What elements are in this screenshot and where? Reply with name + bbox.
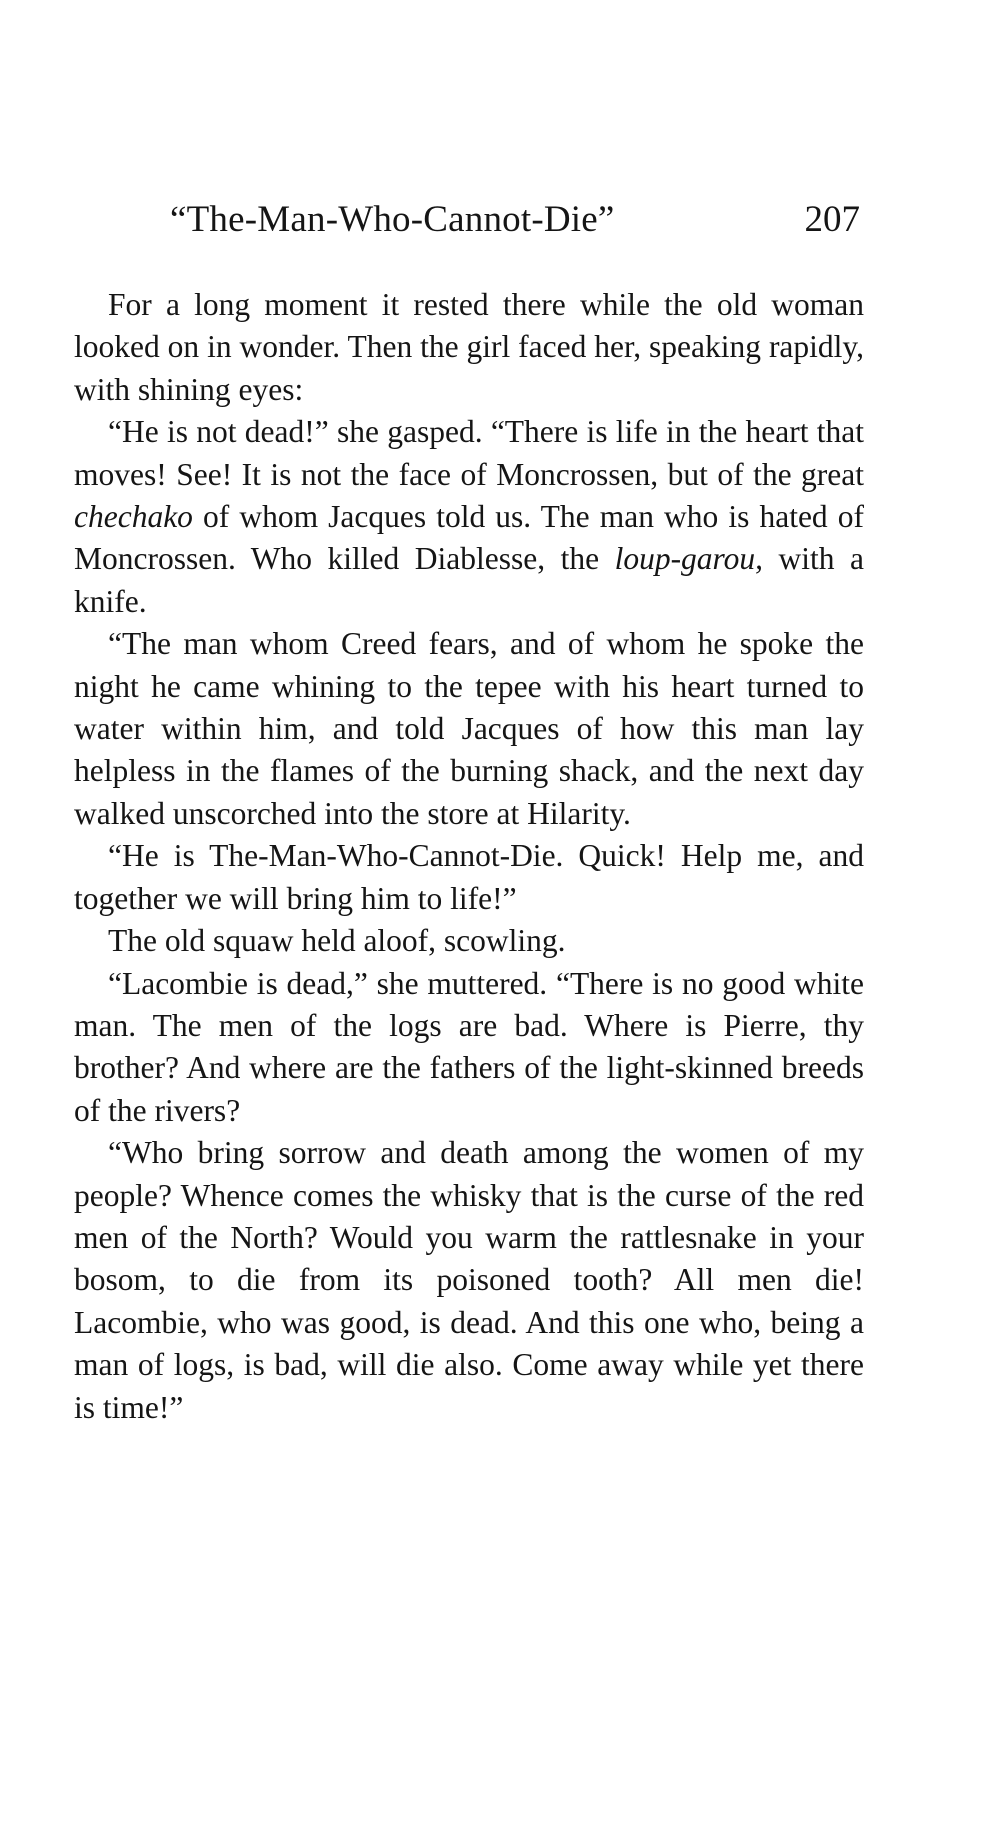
paragraph xyxy=(74,284,864,411)
running-head xyxy=(170,196,870,244)
paragraph xyxy=(74,411,864,623)
paragraph xyxy=(74,963,864,1133)
page-number: 207 xyxy=(804,199,860,240)
text-segment: “Who bring sorrow and death among the women of my people? Whence comes the whisky that is the curse of the red men of the North? Would you warm the rattlesnake in your bosom, to die from its poisoned tooth? All men die! Lacombie, who was good, is dead. And this one who, being a man of logs, is bad, will die also. Come away while yet there is time!” xyxy=(74,1135,864,1425)
paragraph xyxy=(74,623,864,835)
italic-word: loup-garou, xyxy=(614,541,764,577)
text-segment: For a long moment it rested there while the old woman looked on in wonder. Then the girl faced her, speaking rapidly, with shining eyes: xyxy=(74,287,864,407)
text-segment: “He is not dead!” she gasped. “There is life in the heart that moves! See! It is not the face of Moncrossen, but of the great xyxy=(74,414,864,492)
paragraph xyxy=(74,835,864,920)
paragraph xyxy=(74,920,864,962)
italic-word: chechako xyxy=(74,499,193,535)
text-segment: with a knife. xyxy=(74,541,865,619)
text-segment: “The man whom Creed fears, and of whom he spoke the night he came whining to the tepee with his heart turned to water within him, and told Jacques of how this man lay helpless in the flames of the burning shack, and the next day walked unscorched into the store at Hilarity. xyxy=(74,626,864,831)
paragraph xyxy=(74,1132,864,1429)
text-segment: of whom Jacques told us. The man who is hated of Moncrossen. Who killed Diablesse, the xyxy=(74,499,864,577)
running-title: “The-Man-Who-Cannot-Die” xyxy=(170,199,615,240)
text-segment: “Lacombie is dead,” she muttered. “There is no good white man. The men of the logs are bad. Where is Pierre, thy brother? And where are the fathers of the light-skinned breeds of the rivers? xyxy=(74,965,864,1128)
body-text xyxy=(74,284,864,1429)
text-segment: The old squaw held aloof, scowling. xyxy=(108,923,566,959)
text-segment: “He is The-Man-Who-Cannot-Die. Quick! Help me, and together we will bring him to life!” xyxy=(74,838,864,916)
